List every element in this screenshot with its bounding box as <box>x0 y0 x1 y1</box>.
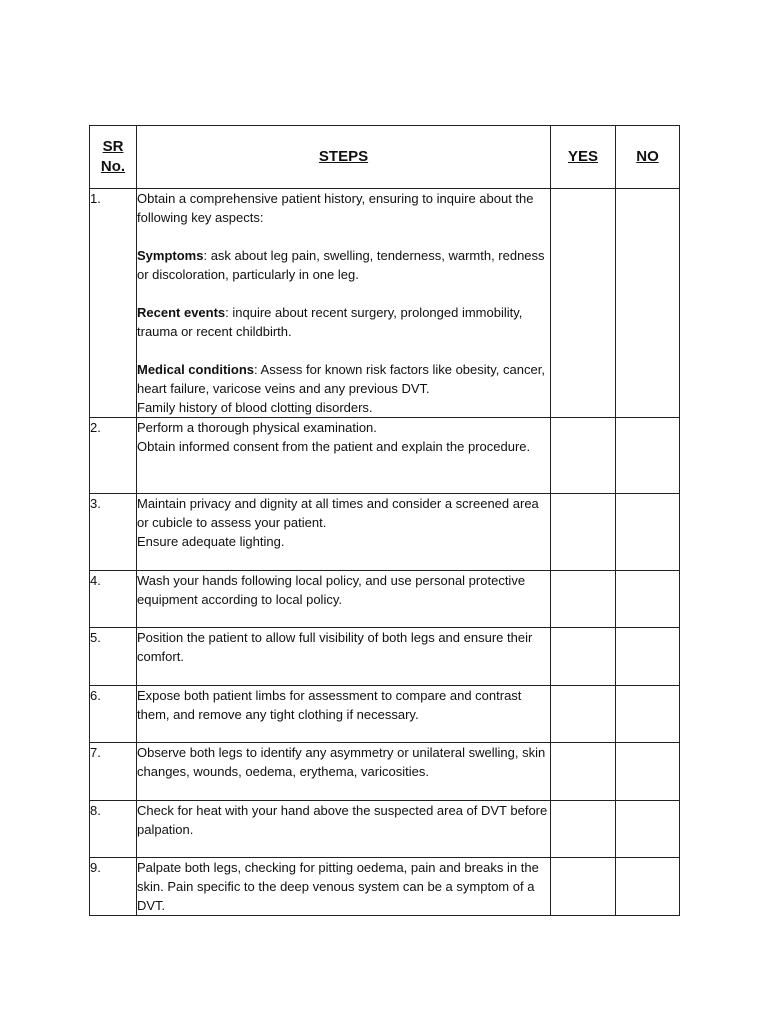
table-row <box>90 571 680 628</box>
step-paragraph-symptoms <box>137 246 550 284</box>
header-yes: YES <box>551 126 616 189</box>
no-checkbox-cell[interactable] <box>616 858 680 916</box>
row-number: 1. <box>90 189 137 418</box>
step-text: Wash your hands following local policy, and use personal protective equipment according to local policy. <box>137 571 551 628</box>
step-label: Symptoms <box>137 248 204 263</box>
step-cell <box>137 418 551 494</box>
step-text: Obtain informed consent from the patient and explain the procedure. <box>137 439 531 454</box>
yes-checkbox-cell[interactable] <box>551 189 616 418</box>
step-text: Family history of blood clotting disorders. <box>137 400 373 415</box>
table-row <box>90 686 680 743</box>
header-row <box>90 126 680 189</box>
step-cell <box>137 189 551 418</box>
header-sr-line2: No. <box>100 158 126 175</box>
step-text: Perform a thorough physical examination. <box>137 420 377 435</box>
no-checkbox-cell[interactable] <box>616 628 680 686</box>
step-text: Obtain a comprehensive patient history, ensuring to inquire about the following key aspects: <box>137 191 534 225</box>
step-text: Check for heat with your hand above the suspected area of DVT before palpation. <box>137 801 551 858</box>
no-checkbox-cell[interactable] <box>616 571 680 628</box>
step-text: Observe both legs to identify any asymmetry or unilateral swelling, skin changes, wounds, oedema, erythema, varicosities. <box>137 743 551 801</box>
no-checkbox-cell[interactable] <box>616 686 680 743</box>
table-row <box>90 801 680 858</box>
table-row <box>90 743 680 801</box>
step-label: Medical conditions <box>137 362 255 377</box>
header-sr-line1: SR <box>102 138 124 155</box>
table-row <box>90 418 680 494</box>
row-number: 5. <box>90 628 137 686</box>
step-paragraph-recent-events <box>137 303 550 341</box>
dvt-assessment-checklist <box>89 125 680 916</box>
table-row <box>90 858 680 916</box>
no-checkbox-cell[interactable] <box>616 743 680 801</box>
no-checkbox-cell[interactable] <box>616 189 680 418</box>
step-text: Maintain privacy and dignity at all times and consider a screened area or cubicle to assess your patient. <box>137 496 539 530</box>
row-number: 7. <box>90 743 137 801</box>
yes-checkbox-cell[interactable] <box>551 628 616 686</box>
yes-checkbox-cell[interactable] <box>551 858 616 916</box>
row-number: 8. <box>90 801 137 858</box>
no-checkbox-cell[interactable] <box>616 418 680 494</box>
header-sr-no <box>90 126 137 189</box>
step-text: Expose both patient limbs for assessment to compare and contrast them, and remove any tight clothing if necessary. <box>137 686 551 743</box>
row-number: 2. <box>90 418 137 494</box>
table-row <box>90 189 680 418</box>
header-steps: STEPS <box>137 126 551 189</box>
row-number: 6. <box>90 686 137 743</box>
row-number: 9. <box>90 858 137 916</box>
step-paragraph-medical-conditions <box>137 360 550 398</box>
step-text: Ensure adequate lighting. <box>137 534 285 549</box>
row-number: 3. <box>90 494 137 571</box>
yes-checkbox-cell[interactable] <box>551 418 616 494</box>
step-text: : ask about leg pain, swelling, tenderness, warmth, redness or discoloration, particularly in one leg. <box>137 248 545 282</box>
step-text: Palpate both legs, checking for pitting oedema, pain and breaks in the skin. Pain specific to the deep venous system can be a symptom of a DVT. <box>137 858 551 916</box>
step-text: : Assess for known risk factors like obesity, cancer, heart failure, varicose veins and any previous DVT. <box>137 362 545 396</box>
yes-checkbox-cell[interactable] <box>551 743 616 801</box>
step-text: : inquire about recent surgery, prolonged immobility, trauma or recent childbirth. <box>137 305 523 339</box>
yes-checkbox-cell[interactable] <box>551 494 616 571</box>
row-number: 4. <box>90 571 137 628</box>
header-no: NO <box>616 126 680 189</box>
yes-checkbox-cell[interactable] <box>551 571 616 628</box>
yes-checkbox-cell[interactable] <box>551 801 616 858</box>
no-checkbox-cell[interactable] <box>616 494 680 571</box>
step-text: Position the patient to allow full visibility of both legs and ensure their comfort. <box>137 628 551 686</box>
table-row <box>90 494 680 571</box>
step-label: Recent events <box>137 305 226 320</box>
table-row <box>90 628 680 686</box>
yes-checkbox-cell[interactable] <box>551 686 616 743</box>
step-cell <box>137 494 551 571</box>
no-checkbox-cell[interactable] <box>616 801 680 858</box>
